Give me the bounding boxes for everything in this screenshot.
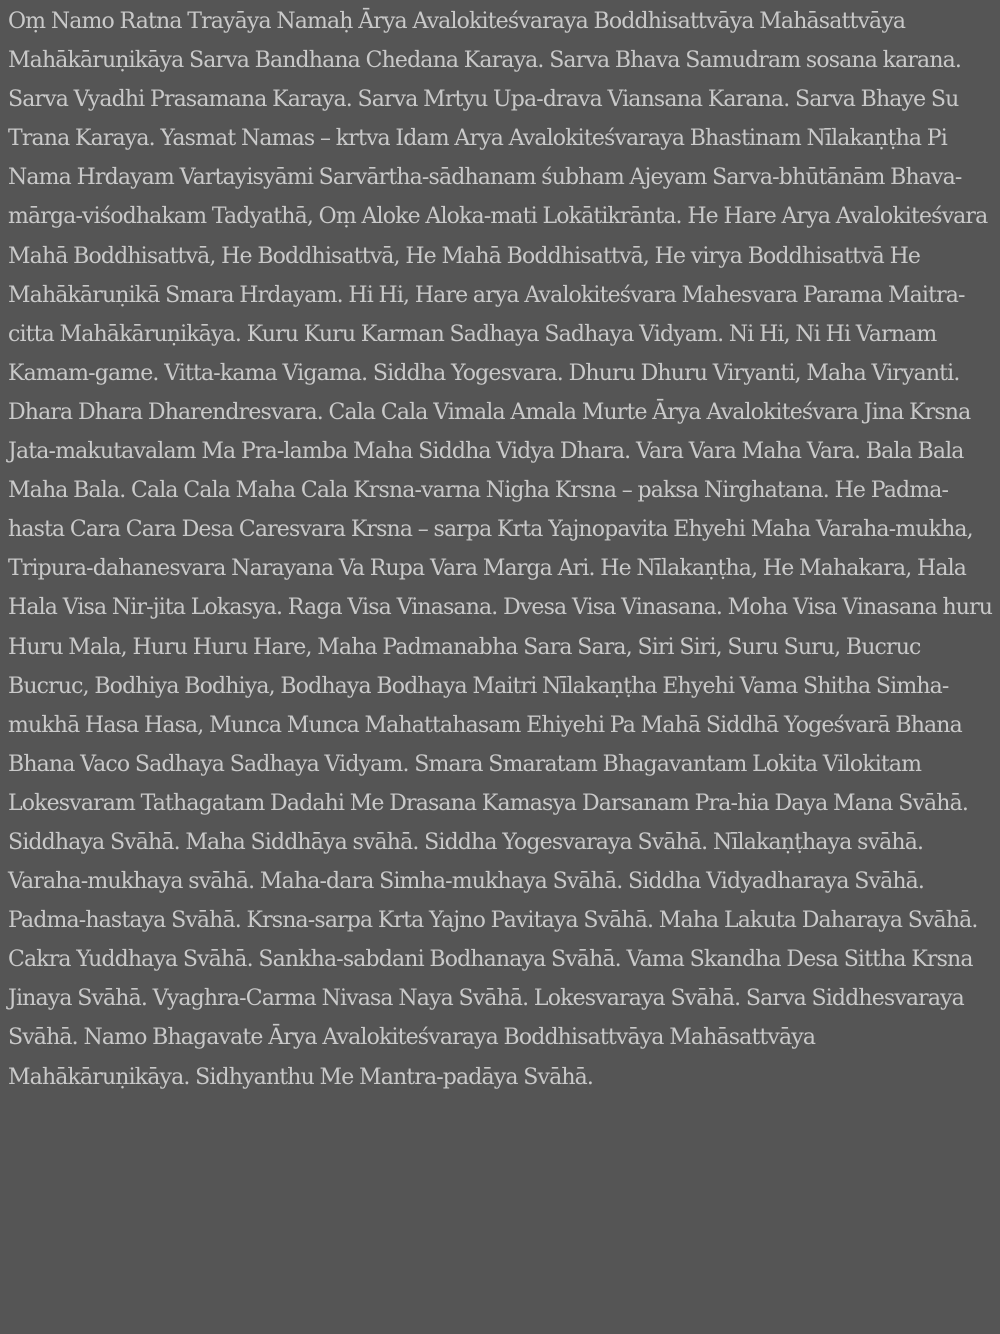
mantra-text: Oṃ Namo Ratna Trayāya Namaḥ Ārya Avalokiteśvaraya Boddhisattvāya Mahāsattvāya Mahākāruṇikāya Sarva Bandhana Chedana Karaya. Sarva Bhava Samudram sosana karana. Sarva Vyadhi Prasamana Karaya. Sarva Mrtyu Upa-drava Viansana Karana. Sarva Bhaye Su Trana Karaya. Yasmat Namas – krtva Idam Arya Avalokiteśvaraya Bhastinam Nīlakaṇṭha Pi Nama Hrdayam Vartayisyāmi Sarvārtha-sādhanam śubham Ajeyam Sarva-bhūtānām Bhava-mārga-viśodhakam Tadyathā, Oṃ Aloke Aloka-mati Lokātikrānta. He Hare Arya Avalokiteśvara Mahā Boddhisattvā, He Boddhisattvā, He Mahā Boddhisattvā, He virya Boddhisattvā He Mahākāruṇikā Smara Hrdayam. Hi Hi, Hare arya Avalokiteśvara Mahesvara Parama Maitra-citta Mahākāruṇikāya. Kuru Kuru Karman Sadhaya Sadhaya Vidyam. Ni Hi, Ni Hi Varnam Kamam-game. Vitta-kama Vigama. Siddha Yogesvara. Dhuru Dhuru Viryanti, Maha Viryanti. Dhara Dhara Dharendresvara. Cala Cala Vimala Amala Murte Ārya Avalokiteśvara Jina Krsna Jata-makutavalam Ma Pra-lamba Maha Siddha Vidya Dhara. Vara Vara Maha Vara. Bala Bala Maha Bala. Cala Cala Maha Cala Krsna-varna Nigha Krsna – paksa Nirghatana. He Padma-hasta Cara Cara Desa Caresvara Krsna – sarpa Krta Yajnopavita Ehyehi Maha Varaha-mukha, Tripura-dahanesvara Narayana Va Rupa Vara Marga Ari. He Nīlakaṇṭha, He Mahakara, Hala Hala Visa Nir-jita Lokasya. Raga Visa Vinasana. Dvesa Visa Vinasana. Moha Visa Vinasana huru Huru Mala, Huru Huru Hare, Maha Padmanabha Sara Sara, Siri Siri, Suru Suru, Bucruc Bucruc, Bodhiya Bodhiya, Bodhaya Bodhaya Maitri Nīlakaṇṭha Ehyehi Vama Shitha Simha-mukhā Hasa Hasa, Munca Munca Mahattahasam Ehiyehi Pa Mahā Siddhā Yogeśvarā Bhana Bhana Vaco Sadhaya Sadhaya Vidyam. Smara Smaratam Bhagavantam Lokita Vilokitam Lokesvaram Tathagatam Dadahi Me Drasana Kamasya Darsanam Pra-hia Daya Mana Svāhā. Siddhaya Svāhā. Maha Siddhāya svāhā. Siddha Yogesvaraya Svāhā. Nīlakaṇṭhaya svāhā. Varaha-mukhaya svāhā. Maha-dara Simha-mukhaya Svāhā. Siddha Vidyadharaya Svāhā. Padma-hastaya Svāhā. Krsna-sarpa Krta Yajno Pavitaya Svāhā. Maha Lakuta Daharaya Svāhā. Cakra Yuddhaya Svāhā. Sankha-sabdani Bodhanaya Svāhā. Vama Skandha Desa Sittha Krsna Jinaya Svāhā. Vyaghra-Carma Nivasa Naya Svāhā. Lokesvaraya Svāhā. Sarva Siddhesvaraya Svāhā. Namo Bhagavate Ārya Avalokiteśvaraya Boddhisattvāya Mahāsattvāya Mahākāruṇikāya. Sidhyanthu Me Mantra-padāya Svāhā.	[8, 9, 993, 1090]
